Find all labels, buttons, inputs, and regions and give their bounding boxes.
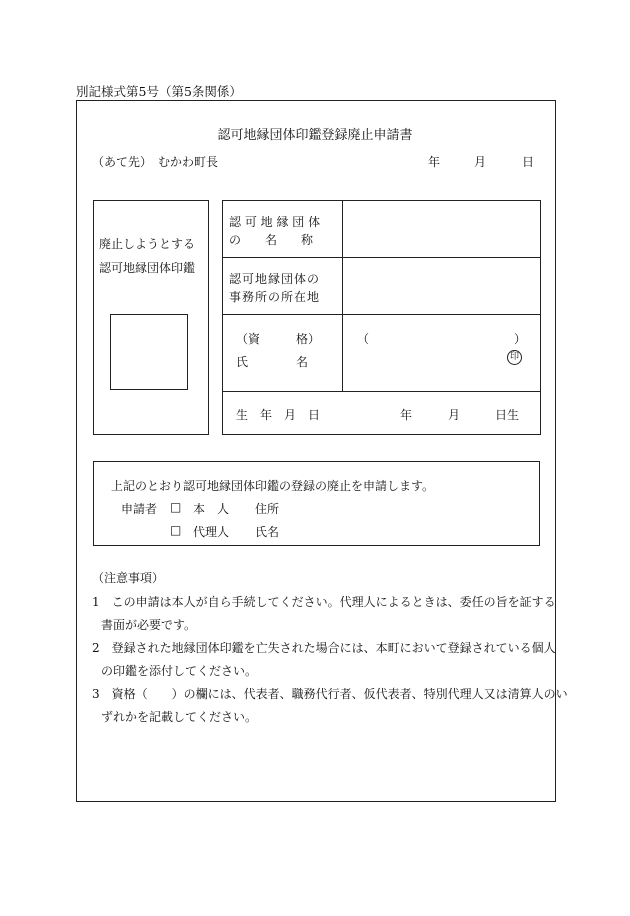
agent-checkbox[interactable]: □ <box>170 523 182 537</box>
representative-name-label: 氏 名 <box>236 355 309 369</box>
applicant-label: 申請者 <box>121 502 158 516</box>
form-title: 認可地縁団体印鑑登録廃止申請書 <box>217 128 413 143</box>
date-month-label: 月 <box>474 155 487 169</box>
table-row-divider <box>222 257 541 258</box>
seal-mark-icon: 印 <box>507 350 522 365</box>
qualification-paren-open: （ <box>357 332 370 346</box>
org-address-label-1: 認可地縁団体の <box>229 272 321 286</box>
table-row-divider <box>222 314 541 315</box>
seal-box-label-2: 認可地縁団体印鑑 <box>99 261 196 275</box>
representative-name-field[interactable] <box>344 350 504 374</box>
org-name-label-2: の 名 称 <box>229 233 314 247</box>
note-2-line-1: 2 登録された地縁団体印鑑を亡失された場合には、本町において登録されている個人 <box>92 641 556 655</box>
qualification-label: （資 格） <box>236 332 321 346</box>
note-2-line-2: の印鑑を添付してください。 <box>101 664 258 678</box>
application-statement: 上記のとおり認可地縁団体印鑑の登録の廃止を申請します。 <box>111 479 435 493</box>
note-1-line-2: 書面が必要です。 <box>101 618 197 632</box>
note-1-line-1: 1 この申請は本人が自ら手続してください。代理人によるときは、委任の旨を証する <box>92 595 556 609</box>
note-3-line-2: ずれかを記載してください。 <box>101 710 258 724</box>
birth-month-label: 月 <box>448 408 461 422</box>
birth-date-label: 生 年 月 日 <box>236 408 321 422</box>
applicant-name-label: 氏名 <box>255 525 280 539</box>
date-day-label: 日 <box>522 155 535 169</box>
application-box <box>93 461 540 546</box>
self-checkbox[interactable]: □ <box>170 500 182 514</box>
self-option-label: 本 人 <box>193 502 230 516</box>
agent-option-label: 代理人 <box>193 525 230 539</box>
table-column-divider <box>342 200 343 392</box>
applicant-address-label: 住所 <box>255 502 280 516</box>
birth-day-label: 日生 <box>495 408 520 422</box>
qualification-field[interactable] <box>368 326 508 346</box>
birth-year-label: 年 <box>400 408 413 422</box>
date-year-label: 年 <box>428 155 441 169</box>
form-number-label: 別記様式第5号（第5条関係） <box>76 84 242 99</box>
org-name-label-1: 認 可 地 縁 団 体 <box>229 215 321 229</box>
notes-heading: （注意事項） <box>92 571 165 585</box>
org-name-field[interactable] <box>344 202 539 256</box>
org-address-field[interactable] <box>344 259 539 313</box>
note-3-line-1: 3 資格（ ）の欄には、代表者、職務代行者、仮代表者、特別代理人又は清算人のい <box>92 687 568 701</box>
seal-stamp-area[interactable] <box>110 314 188 390</box>
seal-box-label-1: 廃止しようとする <box>99 237 196 251</box>
addressee: （あて先） むかわ町長 <box>92 155 219 169</box>
table-row-divider <box>222 391 541 392</box>
org-address-label-2: 事務所の所在地 <box>229 290 321 304</box>
qualification-paren-close: ） <box>514 332 527 346</box>
